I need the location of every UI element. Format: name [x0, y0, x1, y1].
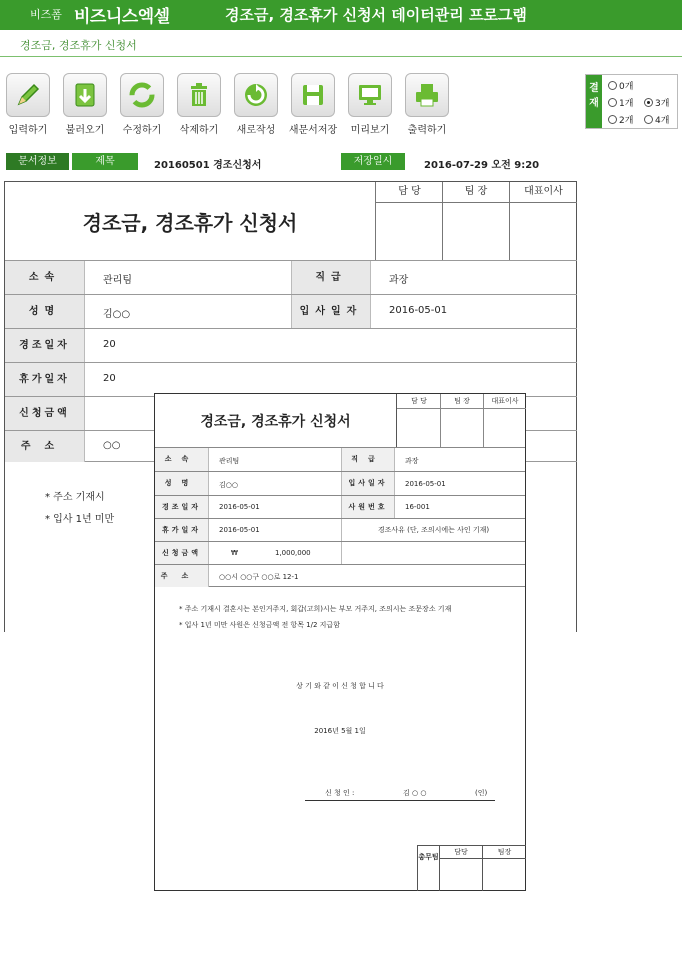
radio-selected-icon: [644, 98, 653, 107]
preview-note-2: * 입사 1년 미만 사원은 신청금액 전 항목 1/2 지급함: [179, 621, 340, 629]
preview-button[interactable]: [346, 73, 394, 136]
approval-head-3: 대표이사: [509, 182, 577, 260]
approval-tag: 결재: [586, 75, 602, 128]
trash-icon: [177, 73, 221, 117]
brand-product: 비즈니스엑셀: [74, 7, 170, 27]
preview-date: 2016년 5월 1일: [314, 727, 366, 735]
title-label: 제목: [72, 153, 138, 170]
load-button-label: 불러오기: [65, 125, 105, 136]
page-subtitle: 경조금, 경조휴가 신청서: [20, 39, 137, 52]
load-button[interactable]: [61, 73, 109, 136]
save-new-button-label: 새문서저장: [288, 125, 338, 136]
app-header: [0, 0, 682, 30]
printer-icon: [405, 73, 449, 117]
input-button[interactable]: [4, 73, 52, 136]
approval-box: [376, 182, 577, 260]
preview-approval-head-1: 담 당: [397, 394, 441, 447]
stamp-head-1: 담당: [440, 846, 483, 891]
pencil-icon: [6, 73, 50, 117]
doc-info-tag: 문서정보: [6, 153, 69, 170]
preview-approval-head-2: 팀 장: [440, 394, 483, 447]
new-button[interactable]: [232, 73, 280, 136]
row-event-date: 경조일자 20: [5, 328, 577, 362]
approval-option-4[interactable]: 4개: [644, 113, 669, 126]
preview-statement: 상 기 와 같 이 신 청 합 니 다: [296, 682, 384, 690]
monitor-icon: [348, 73, 392, 117]
radio-icon: [644, 115, 653, 124]
row-dept: 소속 관리팀 직급 과장: [5, 260, 577, 294]
row-leave-date: 휴가일자 20: [5, 362, 577, 396]
download-icon: [63, 73, 107, 117]
new-icon: [234, 73, 278, 117]
refresh-icon: [120, 73, 164, 117]
approval-option-2[interactable]: 2개: [608, 113, 633, 126]
row-amount: 신청금액: [5, 396, 577, 430]
app-title: 경조금, 경조휴가 신청서 데이터관리 프로그램: [225, 6, 527, 24]
input-button-label: 입력하기: [8, 125, 48, 136]
preview-row-dept: 소속 관리팀 직급 과장: [155, 447, 525, 471]
signature-line: 신 청 인 : 김 ○ ○ (인): [305, 788, 495, 801]
saved-label: 저장일시: [341, 153, 405, 170]
note-1: * 주소 기재시: [45, 492, 105, 503]
preview-row-amount: 신청금액 ₩ 1,000,000: [155, 541, 525, 564]
preview-row-leave-date: 휴가일자 2016-05-01 경조사유 (단, 조의시에는 사인 기재): [155, 518, 525, 541]
approval-option-0[interactable]: 0개: [608, 79, 633, 92]
stamp-tag: 총무팀: [418, 846, 440, 891]
divider: [0, 56, 682, 57]
form-title: 경조금, 경조휴가 신청서: [5, 182, 376, 260]
print-button[interactable]: [403, 73, 451, 136]
preview-row-event-date: 경조일자 2016-05-01 사원번호 16-001: [155, 495, 525, 518]
row-address: 주소 ○○: [5, 430, 577, 462]
approval-option-1[interactable]: 1개: [608, 96, 633, 109]
brand-label: 비즈폼: [30, 8, 62, 21]
stamp-head-2: 팀장: [483, 846, 526, 891]
preview-approval-box: [397, 394, 526, 447]
row-name: 성명 김○○ 입사일자 2016-05-01: [5, 294, 577, 328]
document-info-bar: [0, 149, 682, 173]
saved-value: 2016-07-29 오전 9:20: [424, 160, 540, 171]
preview-row-address: 주소 ○○시 ○○구 ○○로 12-1: [155, 564, 525, 587]
edit-button-label: 수정하기: [122, 125, 162, 136]
edit-button[interactable]: [118, 73, 166, 136]
save-icon: [291, 73, 335, 117]
save-new-button[interactable]: [289, 73, 337, 136]
radio-icon: [608, 81, 617, 90]
approval-head-1: 담 당: [376, 182, 443, 260]
preview-title: 경조금, 경조휴가 신청서: [155, 394, 397, 447]
approval-count-selector: [585, 74, 678, 129]
divider: [341, 542, 342, 564]
title-value[interactable]: 20160501 경조신청서: [154, 160, 262, 171]
approval-option-3[interactable]: 3개: [644, 96, 669, 109]
radio-icon: [608, 115, 617, 124]
note-2: * 입사 1년 미만: [45, 514, 115, 525]
delete-button[interactable]: [175, 73, 223, 136]
preview-row-name: 성명 김○○ 입사일자 2016-05-01: [155, 471, 525, 495]
print-preview: [154, 393, 526, 891]
preview-note-1: * 주소 기재시 결혼시는 본인거주지, 회갑(고희)시는 부모 거주지, 조의시는 조문장소 기재: [179, 605, 452, 613]
preview-button-label: 미리보기: [350, 125, 390, 136]
approval-head-2: 팀 장: [442, 182, 509, 260]
print-button-label: 출력하기: [407, 125, 447, 136]
preview-stamp-box: [417, 845, 526, 891]
delete-button-label: 삭제하기: [179, 125, 219, 136]
new-button-label: 새로작성: [236, 125, 276, 136]
preview-approval-head-3: 대표이사: [483, 394, 526, 447]
radio-icon: [608, 98, 617, 107]
